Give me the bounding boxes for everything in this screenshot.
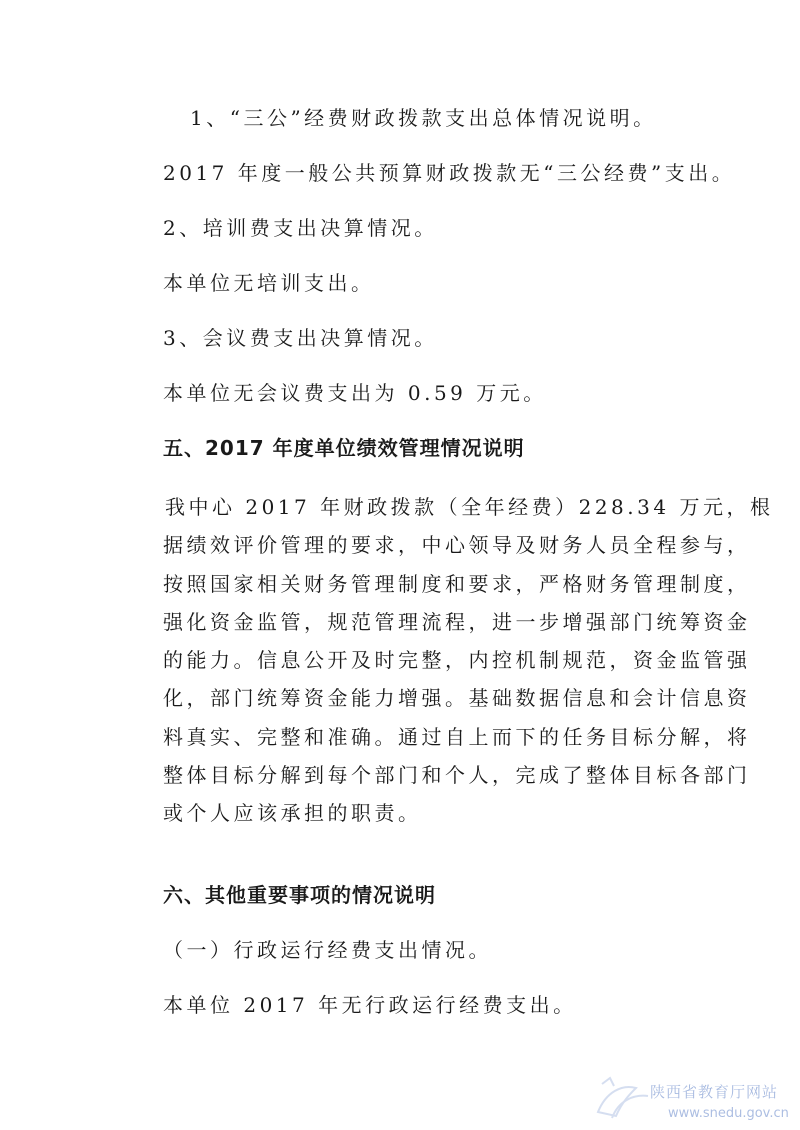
paragraph-line: 按照国家相关财务管理制度和要求，严格财务管理制度， — [163, 571, 751, 596]
paragraph-line: 我中心 2017 年财政拨款（全年经费）228.34 万元，根 — [165, 495, 774, 519]
item-2-text: 本单位无培训支出。 — [163, 271, 375, 295]
item-3-text: 本单位无会议费支出为 0.59 万元。 — [163, 381, 547, 405]
section-6-title: 六、其他重要事项的情况说明 — [163, 883, 436, 907]
item-3-heading: 3、会议费支出决算情况。 — [163, 326, 438, 350]
section-5-paragraph — [163, 488, 774, 833]
item-1-heading: 1、“三公”经费财政拨款支出总体情况说明。 — [190, 106, 657, 130]
paragraph-line: 的能力。信息公开及时完整，内控机制规范，资金监管强 — [163, 648, 751, 673]
paragraph-line: 整体目标分解到每个部门和个人，完成了整体目标各部门 — [163, 763, 751, 788]
paragraph-line: 或个人应该承担的职责。 — [163, 801, 422, 826]
section-6-text: 本单位 2017 年无行政运行经费支出。 — [163, 993, 577, 1017]
paragraph-line: 强化资金监管，规范管理流程，进一步增强部门统筹资金 — [163, 609, 751, 634]
item-1-text: 2017 年度一般公共预算财政拨款无“三公经费”支出。 — [163, 161, 736, 185]
section-5-title: 五、2017 年度单位绩效管理情况说明 — [163, 436, 525, 460]
watermark-url: www.snedu.gov.cn — [668, 1106, 789, 1121]
item-2-heading: 2、培训费支出决算情况。 — [163, 216, 438, 240]
paragraph-line: 料真实、完整和准确。通过自上而下的任务目标分解，将 — [163, 724, 751, 749]
paragraph-line: 据绩效评价管理的要求，中心领导及财务人员全程参与， — [163, 533, 751, 558]
section-6-subheading: （一）行政运行经费支出情况。 — [163, 938, 492, 962]
watermark-text: 陕西省教育厅网站 — [650, 1083, 779, 1101]
watermark-logo-icon — [592, 1072, 652, 1124]
paragraph-line: 化，部门统筹资金能力增强。基础数据信息和会计信息资 — [163, 686, 751, 711]
